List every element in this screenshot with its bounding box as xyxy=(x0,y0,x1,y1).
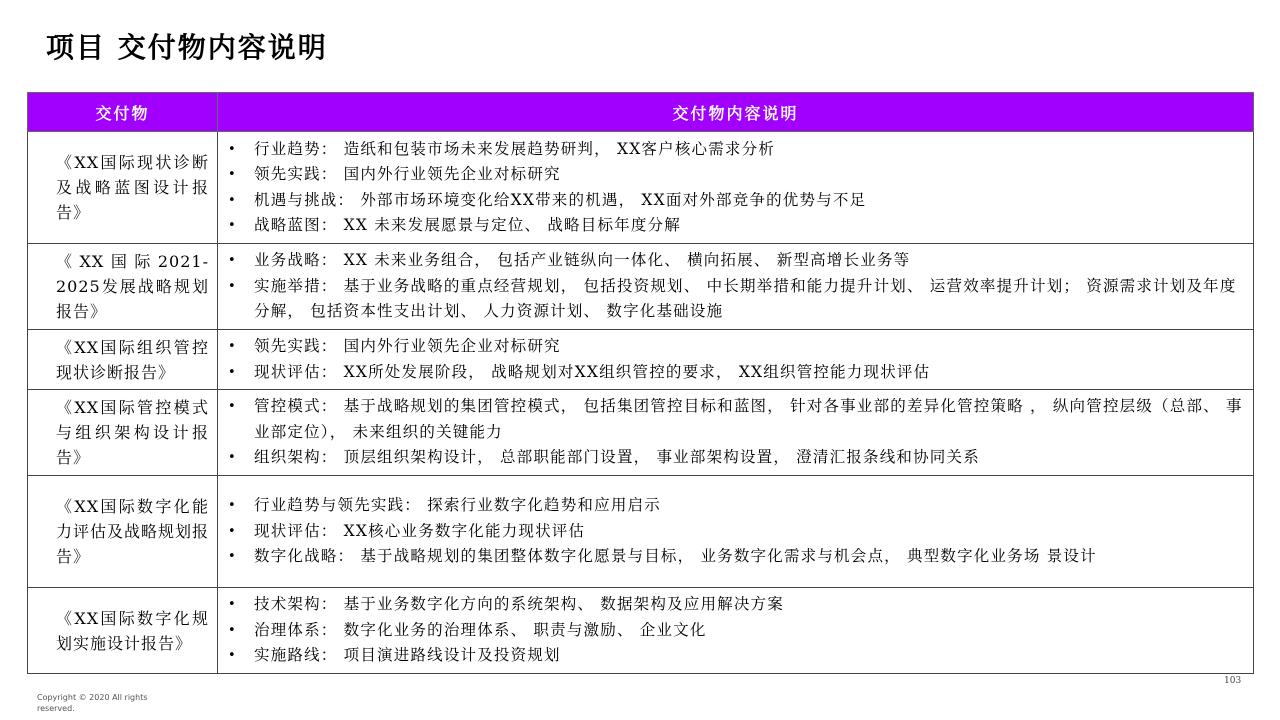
list-item: • 实施路线： 项目演进路线设计及投资规划 xyxy=(228,643,1243,669)
table-row xyxy=(28,588,1254,674)
list-item: • 业务战略： XX 未来业务组合， 包括产业链纵向一体化、 横向拓展、 新型高增长业务等 xyxy=(228,248,1243,274)
list-item: • 领先实践： 国内外行业领先企业对标研究 xyxy=(228,162,1243,188)
header-description: 交付物内容说明 xyxy=(218,93,1254,132)
deliverable-description xyxy=(218,390,1254,476)
page-title: 项目 交付物内容说明 xyxy=(46,31,328,64)
table-row xyxy=(28,330,1254,390)
deliverable-name: 《XX国际现状诊断及战略蓝图设计报告》 xyxy=(28,132,218,244)
copyright-notice: Copyright © 2020 All rights reserved. xyxy=(37,693,148,713)
list-item: • 行业趋势： 造纸和包装市场未来发展趋势研判， XX客户核心需求分析 xyxy=(228,137,1243,163)
deliverable-name: 《XX国际组织管控现状诊断报告》 xyxy=(28,330,218,390)
bullet-list xyxy=(228,493,1243,570)
deliverable-description xyxy=(218,244,1254,330)
list-item: • 组织架构： 顶层组织架构设计， 总部职能部门设置， 事业部架构设置， 澄清汇报条线和协同关系 xyxy=(228,445,1243,471)
list-item: • 管控模式： 基于战略规划的集团管控模式， 包括集团管控目标和蓝图， 针对各事业部的差异化管控策略 ， 纵向管控层级（总部、 事业部定位）， 未来组织的关键能力 xyxy=(228,394,1243,445)
deliverable-description xyxy=(218,132,1254,244)
page-number: 103 xyxy=(1224,676,1242,686)
bullet-list xyxy=(228,592,1243,669)
deliverable-description xyxy=(218,330,1254,390)
deliverable-name: 《XX国际数字化能力评估及战略规划报告》 xyxy=(28,476,218,588)
list-item: • 实施举措： 基于业务战略的重点经营规划， 包括投资规划、 中长期举措和能力提升计划、 运营效率提升计划； 资源需求计划及年度分解， 包括资本性支出计划、 人力资源计划、 数字化基础设施 xyxy=(228,274,1243,325)
list-item: • 机遇与挑战： 外部市场环境变化给XX带来的机遇， XX面对外部竞争的优势与不足 xyxy=(228,188,1243,214)
list-item: • 现状评估： XX核心业务数字化能力现状评估 xyxy=(228,519,1243,545)
deliverables-table xyxy=(27,92,1254,674)
table-row xyxy=(28,244,1254,330)
bullet-list xyxy=(228,137,1243,239)
header-deliverable: 交付物 xyxy=(28,93,218,132)
list-item: • 战略蓝图： XX 未来发展愿景与定位、 战略目标年度分解 xyxy=(228,213,1243,239)
bullet-list xyxy=(228,334,1243,385)
list-item: • 治理体系： 数字化业务的治理体系、 职责与激励、 企业文化 xyxy=(228,618,1243,644)
list-item: • 数字化战略： 基于战略规划的集团整体数字化愿景与目标， 业务数字化需求与机会点， 典型数字化业务场 景设计 xyxy=(228,544,1243,570)
bullet-list xyxy=(228,394,1243,471)
deliverable-name: 《XX国际2021-2025发展战略规划报告》 xyxy=(28,244,218,330)
deliverable-description xyxy=(218,476,1254,588)
list-item: • 领先实践： 国内外行业领先企业对标研究 xyxy=(228,334,1243,360)
bullet-list xyxy=(228,248,1243,325)
list-item: • 行业趋势与领先实践： 探索行业数字化趋势和应用启示 xyxy=(228,493,1243,519)
list-item: • 技术架构： 基于业务数字化方向的系统架构、 数据架构及应用解决方案 xyxy=(228,592,1243,618)
table-row xyxy=(28,476,1254,588)
deliverable-name: 《XX国际管控模式与组织架构设计报告》 xyxy=(28,390,218,476)
deliverable-name: 《XX国际数字化规划实施设计报告》 xyxy=(28,588,218,674)
deliverable-description xyxy=(218,588,1254,674)
table-row xyxy=(28,132,1254,244)
table-row xyxy=(28,390,1254,476)
table-header-row xyxy=(28,93,1254,132)
list-item: • 现状评估： XX所处发展阶段， 战略规划对XX组织管控的要求， XX组织管控能力现状评估 xyxy=(228,360,1243,386)
